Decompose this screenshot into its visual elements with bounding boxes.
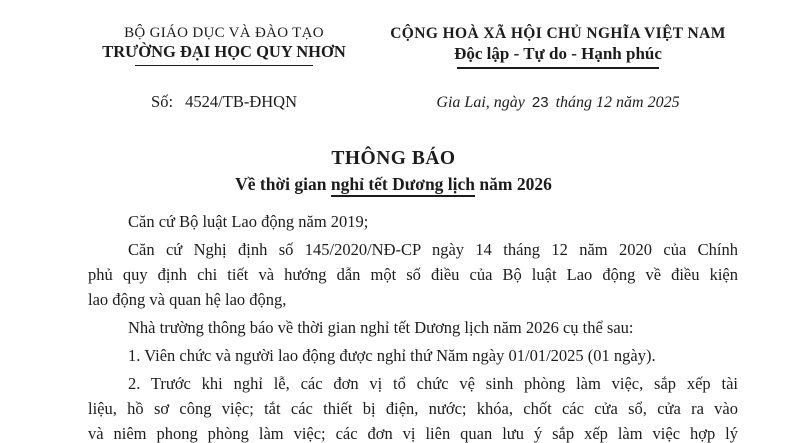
national-header (372, 24, 744, 113)
paragraph-announcement (88, 315, 738, 340)
subtitle-prefix: Về thời gian (235, 174, 327, 194)
paragraph-legal-basis-1 (88, 209, 738, 234)
document-number-value: 4524/TB-ĐHQN (185, 92, 297, 111)
body-line: Nhà trường thông báo về thời gian nghỉ tết Dương lịch năm 2026 cụ thể sau: (128, 318, 634, 337)
paragraph-item-1 (88, 343, 738, 368)
notice-subtitle (0, 173, 787, 195)
date-suffix: tháng 12 năm 2025 (555, 94, 680, 111)
national-motto: Độc lập - Tự do - Hạnh phúc (454, 44, 662, 63)
document-number-label: Số: (151, 92, 174, 111)
org-underline (135, 65, 313, 66)
body-line: phủ quy định chi tiết và hướng dẫn một số điều của Bộ luật Lao động về điều kiện (88, 265, 738, 284)
body-line: Căn cứ Bộ luật Lao động năm 2019; (128, 212, 369, 231)
subtitle-suffix: năm 2026 (479, 174, 552, 194)
paragraph-legal-basis-2 (88, 237, 738, 312)
place-date-line (372, 93, 744, 113)
body-line: 1. Viên chức và người lao động được nghỉ thứ Năm ngày 01/01/2025 (01 ngày). (128, 346, 656, 365)
body-line: Căn cứ Nghị định số 145/2020/NĐ-CP ngày 14 tháng 12 năm 2020 của Chính (128, 240, 738, 259)
date-day-value: 23 (531, 94, 549, 111)
document-number (88, 92, 360, 112)
document-header (0, 24, 787, 113)
subtitle-underlined-text: nghỉ tết Dương lịch (331, 174, 475, 197)
notice-title-block (0, 147, 787, 195)
document-body (88, 209, 738, 443)
motto-underline (457, 67, 659, 69)
body-line: 2. Trước khi nghỉ lễ, các đơn vị tổ chức vệ sinh phòng làm việc, sắp xếp tài (128, 374, 738, 393)
body-line: và niêm phong phòng làm việc; các đơn vị liên quan lưu ý sắp xếp làm việc hợp lý (88, 424, 738, 443)
parent-org-name: BỘ GIÁO DỤC VÀ ĐÀO TẠO (124, 25, 324, 41)
paragraph-item-2 (88, 371, 738, 443)
university-name: TRƯỜNG ĐẠI HỌC QUY NHƠN (102, 42, 346, 61)
body-line: liệu, hồ sơ công việc; tắt các thiết bị điện, nước; khóa, chốt các cửa sổ, cửa ra vào (88, 399, 738, 418)
date-place-prefix: Gia Lai, ngày (436, 94, 525, 111)
body-line: lao động và quan hệ lao động, (88, 290, 287, 309)
notice-title: THÔNG BÁO (331, 148, 456, 169)
country-name: CỘNG HOÀ XÃ HỘI CHỦ NGHĨA VIỆT NAM (390, 25, 726, 42)
issuing-org-header (88, 24, 360, 113)
